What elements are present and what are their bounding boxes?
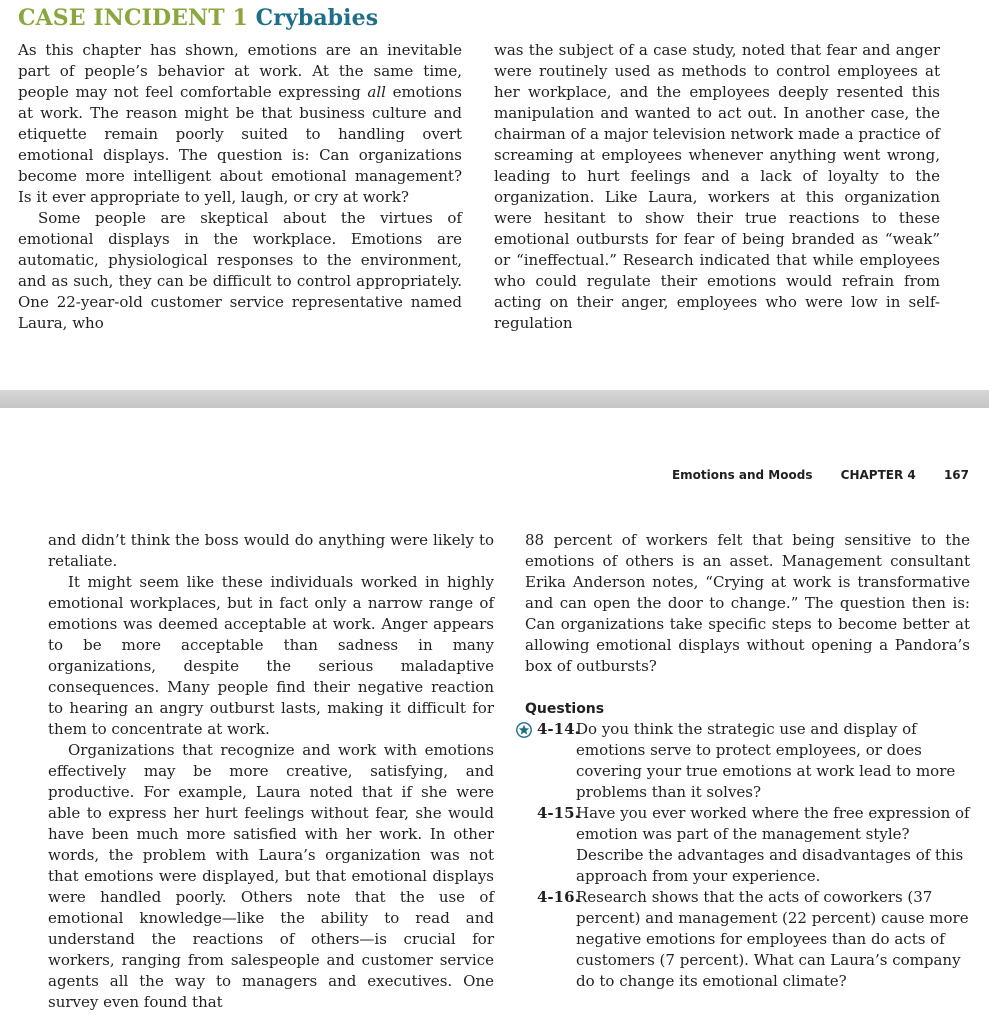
section-title: Emotions and Moods [671, 468, 813, 482]
paragraph: Some people are skeptical about the virtues of emotional displays in the workplace. Emotions are automatic, physiological responses to the environment, and as such, they can be difficult to control appropriately. One 22-year-old customer service representative named Laura, who [18, 209, 462, 332]
question-text: Do you think the strategic use and display of emotions serve to protect employees, or does covering your true emotions at work lead to more problems than it solves? [576, 720, 956, 801]
paragraph-text: emotions at work. The reason might be that business culture and etiquette remain poorly suited to handling overt emotional displays. The question is: Can organizations become more intelligent about emotional management? Is it ever appropriate to yell, laugh, or cry at work? [18, 83, 462, 206]
question-number: 4-14. [537, 720, 580, 738]
paragraph: 88 percent of workers felt that being sensitive to the emotions of others is an asset. Management consultant Erika Anderson notes, “Crying at work is transformative and can open the door to change.” The question then is: Can organizations take specific steps to become better at allowing emotional displays without opening a Pandora’s box of outbursts? [525, 531, 970, 675]
paragraph: and didn’t think the boss would do anything were likely to retaliate. [48, 531, 494, 570]
chapter-label: CHAPTER 4 [840, 468, 916, 482]
paragraph [18, 40, 462, 208]
case-heading [18, 5, 378, 31]
bottom-right-column [525, 530, 970, 992]
question-item [525, 719, 970, 803]
paragraph-text: As this chapter has shown, emotions are an inevitable part of people’s behavior at work. At the same time, people may not feel comfortable expressing [18, 41, 462, 101]
page-number: 167 [943, 468, 969, 482]
case-label: CASE INCIDENT 1 [18, 5, 248, 31]
top-left-column [18, 40, 462, 334]
star-icon [516, 722, 532, 738]
running-head [672, 468, 969, 482]
questions-heading: Questions [525, 701, 605, 717]
question-number: 4-15. [537, 804, 580, 822]
question-text: Research shows that the acts of coworkers (37 percent) and management (22 percent) cause more negative emotions for employees than do acts of customers (7 percent). What can Laura’s company do to change its emotional climate? [576, 888, 969, 990]
question-item [525, 803, 970, 887]
question-text: Have you ever worked where the free expression of emotion was part of the management style? Describe the advantages and disadvantages of this approach from your experience. [576, 804, 970, 885]
bottom-left-column [48, 530, 494, 1013]
top-right-column [494, 40, 940, 334]
case-title: Crybabies [255, 5, 379, 31]
emphasis-text: all [367, 83, 386, 101]
paragraph: Organizations that recognize and work with emotions effectively may be more creative, satisfying, and productive. For example, Laura noted that if she were able to express her hurt feelings without fear, she would have been much more satisfied with her work. In other words, the problem with Laura’s organization was not that emotions were displayed, but that emotional displays were handled poorly. Others note that the use of emotional knowledge—like the ability to read and understand the reactions of others—is crucial for workers, ranging from salespeople and customer service agents all the way to managers and executives. One survey even found that [48, 741, 494, 1011]
question-number: 4-16. [537, 888, 580, 906]
paragraph: was the subject of a case study, noted that fear and anger were routinely used as methods to control employees at her workplace, and the employees deeply resented this manipulation and wanted to act out. In another case, the chairman of a major television network made a practice of screaming at employees whenever anything went wrong, leading to hurt feelings and a lack of loyalty to the organization. Like Laura, workers at this organization were hesitant to show their true reactions to these emotional outbursts for fear of being branded as “weak” or “ineffectual.” Research indicated that while employees who could regulate their emotions would refrain from acting on their anger, employees who were low in self-regulation [494, 41, 940, 332]
question-item [525, 887, 970, 992]
page-divider [0, 390, 989, 408]
paragraph: It might seem like these individuals worked in highly emotional workplaces, but in fact only a narrow range of emotions was deemed acceptable at work. Anger appears to be more acceptable than sadness in many organizations, despite the serious maladaptive consequences. Many people find their negative reaction to hearing an angry outburst lasts, making it difficult for them to concentrate at work. [48, 573, 494, 738]
